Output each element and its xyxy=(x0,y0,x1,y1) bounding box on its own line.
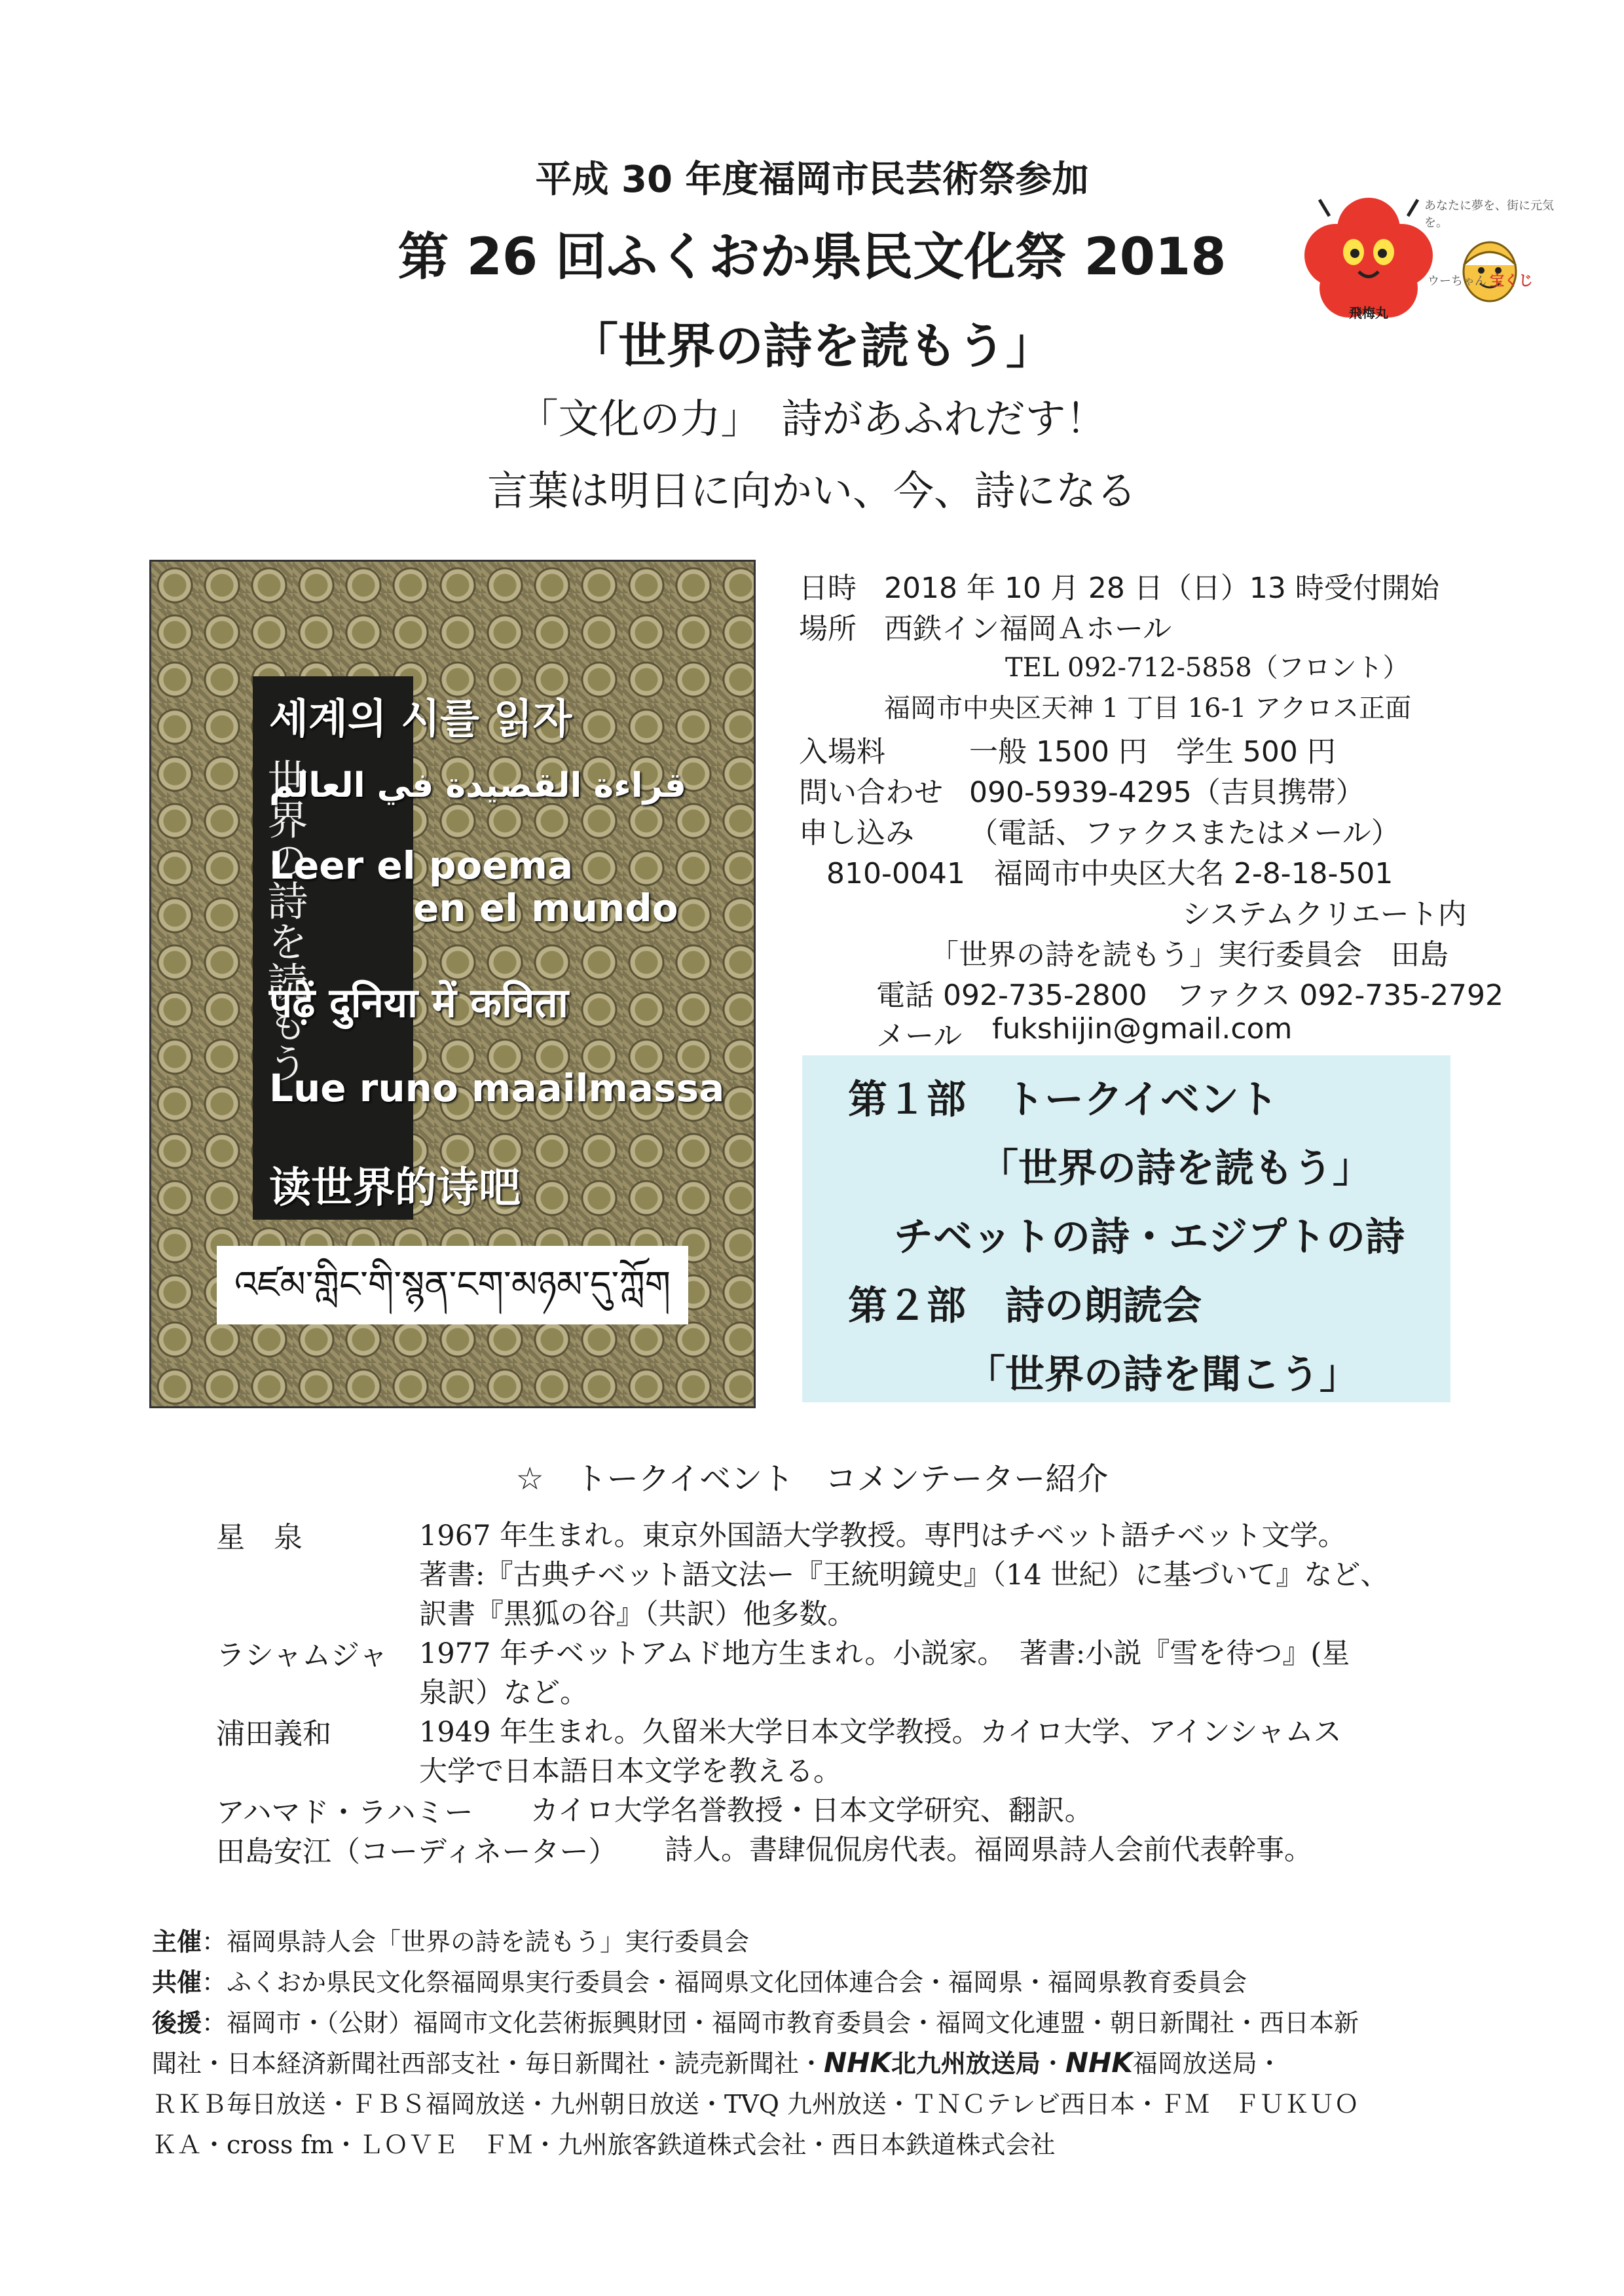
sponsor-support-label: 後援 xyxy=(152,2009,202,2037)
commentator-name: 田島安江（コーディネーター） xyxy=(216,1835,618,1868)
poster-spanish-2: en el mundo xyxy=(413,886,678,930)
sponsor-cohost-label: 共催 xyxy=(152,1968,202,1997)
poster-spanish-1: Leer el poema xyxy=(269,843,574,888)
venue-address: 福岡市中央区天神 1 丁目 16-1 アクロス正面 xyxy=(884,693,1411,723)
poster-image xyxy=(149,560,756,1408)
mascot-name: 飛梅丸 xyxy=(1349,305,1388,321)
commentator-name: 浦田義和 xyxy=(216,1717,331,1751)
commentator-bio-line: 1977 年チベットアムド地方生まれ。小説家。 著書:小説『雪を待つ』(星 xyxy=(419,1637,1350,1670)
phone-fax: 電話 092-735-2800 ファクス 092-735-2792 xyxy=(876,979,1504,1012)
poster-vertical-title: 世界の詩を読もう xyxy=(261,758,308,1083)
poster-hindi: पढ़ें दुनिया में कविता xyxy=(269,979,568,1027)
nhk-kitakyushu: 北九州放送局 xyxy=(891,2049,1041,2078)
sponsor-host xyxy=(152,1922,749,1958)
commentator-name: ラシャムジャ xyxy=(216,1639,388,1672)
sponsor-support-text: 聞社・日本経済新聞社西部支社・毎日新聞社・読売新聞社・ xyxy=(152,2049,824,2078)
poster-finnish: Lue runo maailmassa xyxy=(269,1066,725,1110)
mascot-name-right: ウーちゃん xyxy=(1428,274,1486,288)
sponsor-support xyxy=(152,2003,1359,2039)
company-name: システムクリエート内 xyxy=(1182,898,1467,931)
sponsor-support-line-3: ＲＫＢ毎日放送・ＦＢＳ福岡放送・九州朝日放送・TVQ 九州放送・ＴＮＣテレビ西日本・ＦＭ ＦＵＫＵＯ xyxy=(152,2090,1359,2119)
program-part-2-title: 「世界の詩を聞こう」 xyxy=(966,1352,1359,1398)
commentator-bio-line: 1967 年生まれ。東京外国語大学教授。専門はチベット語チベット文学。 xyxy=(419,1520,1346,1552)
poster-chinese: 读世界的诗吧 xyxy=(269,1164,521,1212)
program-part-1-sub: チベットの詩・エジプトの詩 xyxy=(894,1214,1405,1260)
tagline-2: 言葉は明日に向かい、今、詩になる xyxy=(487,467,1137,515)
commentator-bio-line: 1949 年生まれ。久留米大学日本文学教授。カイロ大学、アインシャムス xyxy=(419,1716,1342,1749)
page-title: 第 26 回ふくおか県民文化祭 2018 xyxy=(397,228,1227,287)
commentator-bio-line: 大学で日本語日本文学を教える。 xyxy=(419,1755,841,1788)
commentators-heading: ☆ トークイベント コメンテーター紹介 xyxy=(515,1461,1109,1497)
separator: ・ xyxy=(1040,2049,1065,2078)
sponsor-host-label: 主催 xyxy=(152,1927,202,1956)
nhk-fukuoka: 福岡放送局・ xyxy=(1132,2049,1282,2078)
sponsor-support-line-1: ：福岡市・（公財）福岡市文化芸術振興財団・福岡市教育委員会・福岡文化連盟・朝日新聞社・西日本新 xyxy=(202,2009,1359,2037)
program-part-1: 第１部 トークイベント xyxy=(848,1077,1278,1123)
poster-arabic: قراءة القصيدة في العالم xyxy=(269,766,686,805)
commentator-bio-line: 詩人。書肆侃侃房代表。福岡県詩人会前代表幹事。 xyxy=(665,1834,1312,1867)
commentator-bio-line: 泉訳）など。 xyxy=(419,1677,588,1709)
commentator-name: アハマド・ラハミー xyxy=(216,1796,473,1829)
postal-address: 810-0041 福岡市中央区大名 2-8-18-501 xyxy=(826,857,1393,890)
sponsor-support-line-4: ＫＡ・cross fm・ＬＯＶＥ ＦＭ・九州旅客鉄道株式会社・西日本鉄道株式会社 xyxy=(152,2130,1056,2159)
mail-label: メール xyxy=(876,1019,963,1053)
nhk-logo: NHK xyxy=(1065,2047,1133,2079)
contact-label: 問い合わせ xyxy=(799,776,943,809)
place-value: 西鉄イン福岡Ａホール xyxy=(884,612,1172,646)
event-title: 「世界の詩を読もう」 xyxy=(570,318,1054,374)
sponsor-support-line-2 xyxy=(152,2043,1282,2079)
apply-value: （電話、ファクスまたはメール） xyxy=(969,816,1400,850)
commentator-bio-line: 訳書『黒狐の谷』（共訳）他多数。 xyxy=(419,1598,856,1631)
program-box xyxy=(802,1055,1450,1402)
sponsor-cohost xyxy=(152,1962,1247,1998)
fee-label: 入場料 xyxy=(799,735,885,769)
sponsor-host-text: ：福岡県詩人会「世界の詩を読もう」実行委員会 xyxy=(202,1927,750,1956)
mascot-slogan: あなたに夢を、街に元気を。 xyxy=(1424,199,1554,230)
committee-name: 「世界の詩を読もう」実行委員会 田島 xyxy=(930,938,1449,972)
commentator-bio-line: カイロ大学名誉教授・日本文学研究、翻訳。 xyxy=(530,1795,1093,1827)
program-part-1-title: 「世界の詩を読もう」 xyxy=(979,1146,1372,1192)
commentator-name: 星 泉 xyxy=(216,1521,303,1554)
poster-korean: 세계의 시를 읽자 xyxy=(269,695,572,742)
venue-tel: TEL 092-712-5858（フロント） xyxy=(1005,653,1409,683)
festival-participation: 平成 30 年度福岡市民芸術祭参加 xyxy=(535,158,1089,201)
date-value: 2018 年 10 月 28 日（日）13 時受付開始 xyxy=(884,572,1439,605)
takarakuji-logo: 宝くじ xyxy=(1490,273,1534,289)
poster-tibetan: འཛམ་གླིང་གི་སྙན་ངག་མཉམ་དུ་ཀློག xyxy=(217,1246,688,1324)
program-part-2: 第２部 詩の朗読会 xyxy=(848,1283,1202,1329)
mail-address: fukshijin@gmail.com xyxy=(992,1012,1293,1046)
date-label: 日時 xyxy=(799,572,857,605)
contact-value: 090-5939-4295（吉貝携帯） xyxy=(969,776,1365,809)
fee-value: 一般 1500 円 学生 500 円 xyxy=(969,735,1336,769)
sponsor-cohost-text: ：ふくおか県民文化祭福岡県実行委員会・福岡県文化団体連合会・福岡県・福岡県教育委員会 xyxy=(202,1968,1247,1997)
nhk-logo: NHK xyxy=(824,2047,891,2079)
tagline-1: 「文化の力」 詩があふれだす！ xyxy=(517,395,1107,443)
commentator-bio-line: 著書:『古典チベット語文法ー『王統明鏡史』（14 世紀）に基づいて』など、 xyxy=(419,1559,1389,1592)
place-label: 場所 xyxy=(799,612,857,646)
apply-label: 申し込み xyxy=(799,816,914,850)
